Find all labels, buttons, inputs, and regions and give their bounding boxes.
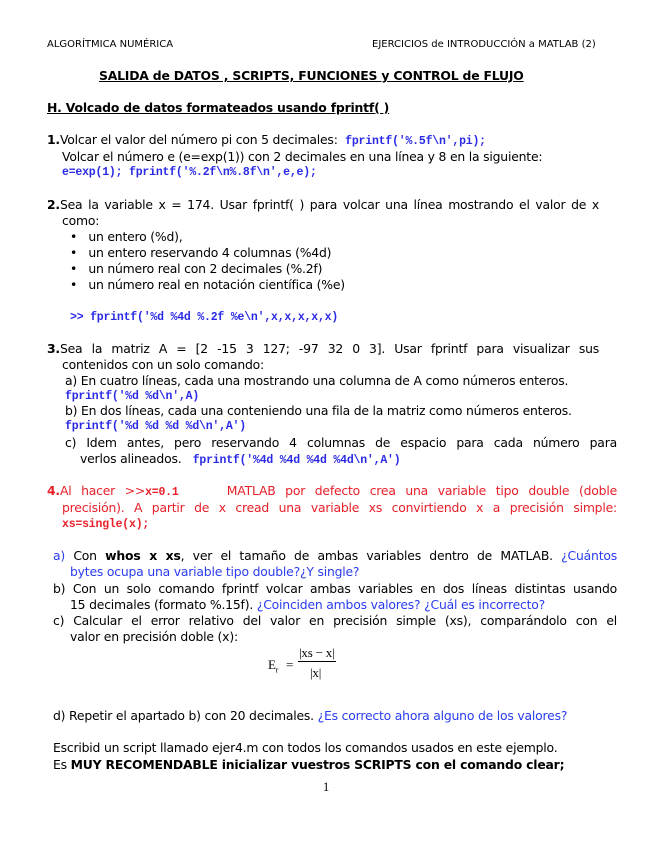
code-snippet: >> fprintf('%d %4d %.2f %e\n',x,x,x,x,x) xyxy=(70,311,339,324)
code-snippet: fprintf('%d %d\n',A) xyxy=(65,390,200,403)
header-right: EJERCICIOS de INTRODUCCIÓN a MATLAB (2) xyxy=(372,39,596,50)
footer-recommendation: Es MUY RECOMENDABLE inicializar vuestros SCRIPTS con el comando clear; xyxy=(53,757,565,772)
footer-note: Escribid un script llamado ejer4.m con todos los comandos usados en este ejemplo. xyxy=(53,740,558,755)
exercise-4: 4.Al hacer >>x=0.1 MATLAB por defecto crea una variable tipo double (doble xyxy=(47,483,617,499)
text-line: c) Idem antes, pero reservando 4 columnas de espacio para cada número para xyxy=(65,435,617,450)
code-snippet: fprintf('%.5f\n',pi); xyxy=(345,135,486,148)
text-line: verlos alineados. fprintf('%4d %4d %4d %4d\n',A') xyxy=(80,451,401,467)
document-page: ALGORÍTMICA NUMÉRICA EJERCICIOS de INTRODUCCIÓN a MATLAB (2) SALIDA de DATOS , SCRIPTS, FUNCIONES y CONTROL de FLUJO H. Volcado de datos formateados usando fprintf( ) 1.Volcar el valor del número pi con 5 decimales: fprintf('%.5f\n',pi); Volcar el número e (e=exp(1)) con 2 decimales en una línea y 8 en la siguiente: e=exp(1); fprintf('%.2f\n%.8f\n',e,e); 2.Sea la variable x = 174. Usar fprintf( ) para volcar una línea mostrando el valor de x como: • un entero (%d), • un entero reservando 4 columnas (%4d) • un número real con 2 decimales (%.2f) • un número real en notación científica (%e) >> fprintf('%d %4d %.2f %e\n',x,x,x,x,x) 3.Sea la matriz A = [2 -15 3 127; -97 32 0 3]. Usar fprintf para visualizar sus contenidos con un solo comando: a) En cuatro líneas, cada una mostrando una columna de A como números enteros. fprintf('%d %d\n',A) b) En dos líneas, cada una conteniendo una fila de la matriz como números enteros. fprintf('%d %d %d %d\n',A') c) Idem antes, pero reservando 4 columnas de espacio para cada número para verlos alineados. fprintf('%4d %4d %4d %4d\n',A') 4.Al hacer >>x=0.1 MATLAB por defecto crea una variable tipo double (doble precisión). A partir de x cread una variable xs convirtiendo x a precisión simple: xs=single(x); a) Con whos x xs, ver el tamaño de ambas variables dentro de MATLAB. ¿Cuántos bytes ocupa una variable tipo double?¿Y single? b) Con un solo comando fprintf volcar ambas variables en dos líneas distintas usando 15 decimales (formato %.15f). ¿Coinciden ambos valores? ¿Cuál es incorrecto? c) Calcular el error relativo del valor en precisión simple (xs), comparándolo con el valor en precisión doble (x): $E_r$ = |xs − x| |x| d) Repetir el apartado b) con 20 decimales. ¿Es correcto ahora alguno de los valores? Escribid un script llamado ejer4.m con todos los comandos usados en este ejemplo. Es MUY RECOMENDABLE inicializar vuestros SCRIPTS con el comando clear; 1 xyxy=(0,0,655,848)
text-line: valor en precisión doble (x): xyxy=(70,629,238,644)
bullet-item: • un número real con 2 decimales (%.2f) xyxy=(70,261,323,276)
header-left: ALGORÍTMICA NUMÉRICA xyxy=(47,39,174,50)
exercise-2: 2.Sea la variable x = 174. Usar fprintf( ) para volcar una línea mostrando el valor de x xyxy=(47,197,599,212)
item-b: b) Con un solo comando fprintf volcar ambas variables en dos líneas distintas usando xyxy=(53,581,617,596)
code-snippet: e=exp(1); fprintf('%.2f\n%.8f\n',e,e); xyxy=(62,166,317,179)
text-line: 15 decimales (formato %.15f). ¿Coinciden ambos valores? ¿Cuál es incorrecto? xyxy=(70,597,546,612)
exercise-3: 3.Sea la matriz A = [2 -15 3 127; -97 32 0 3]. Usar fprintf para visualizar sus xyxy=(47,341,599,356)
code-snippet: fprintf('%d %d %d %d\n',A') xyxy=(65,420,246,433)
bullet-item: • un número real en notación científica (%e) xyxy=(70,277,345,292)
text-line: Volcar el número e (e=exp(1)) con 2 decimales en una línea y 8 en la siguiente: xyxy=(62,149,543,164)
page-number: 1 xyxy=(323,780,329,794)
text-line: contenidos con un solo comando: xyxy=(62,357,265,372)
bullet-item: • un entero reservando 4 columnas (%4d) xyxy=(70,245,332,260)
text-line: b) En dos líneas, cada una conteniendo una fila de la matriz como números enteros. xyxy=(65,403,572,418)
section-heading: H. Volcado de datos formateados usando fprintf( ) xyxy=(47,100,390,115)
document-title: SALIDA de DATOS , SCRIPTS, FUNCIONES y CONTROL de FLUJO xyxy=(99,68,524,83)
bullet-item: • un entero (%d), xyxy=(70,229,183,244)
item-d: d) Repetir el apartado b) con 20 decimales. ¿Es correcto ahora alguno de los valores? xyxy=(53,708,568,723)
text-line: a) En cuatro líneas, cada una mostrando una columna de A como números enteros. xyxy=(65,373,569,388)
item-a: a) Con whos x xs, ver el tamaño de ambas variables dentro de MATLAB. ¿Cuántos xyxy=(53,548,617,563)
item-c: c) Calcular el error relativo del valor en precisión simple (xs), comparándolo con el xyxy=(53,613,617,628)
text-line: como: xyxy=(62,213,100,228)
question-text: bytes ocupa una variable tipo double?¿Y single? xyxy=(70,564,360,579)
code-snippet: xs=single(x); xyxy=(62,518,150,531)
text-line: precisión). A partir de x cread una variable xs convirtiendo x a precisión simple: xyxy=(62,500,617,515)
exercise-1: 1.Volcar el valor del número pi con 5 decimales: fprintf('%.5f\n',pi); xyxy=(47,132,486,148)
